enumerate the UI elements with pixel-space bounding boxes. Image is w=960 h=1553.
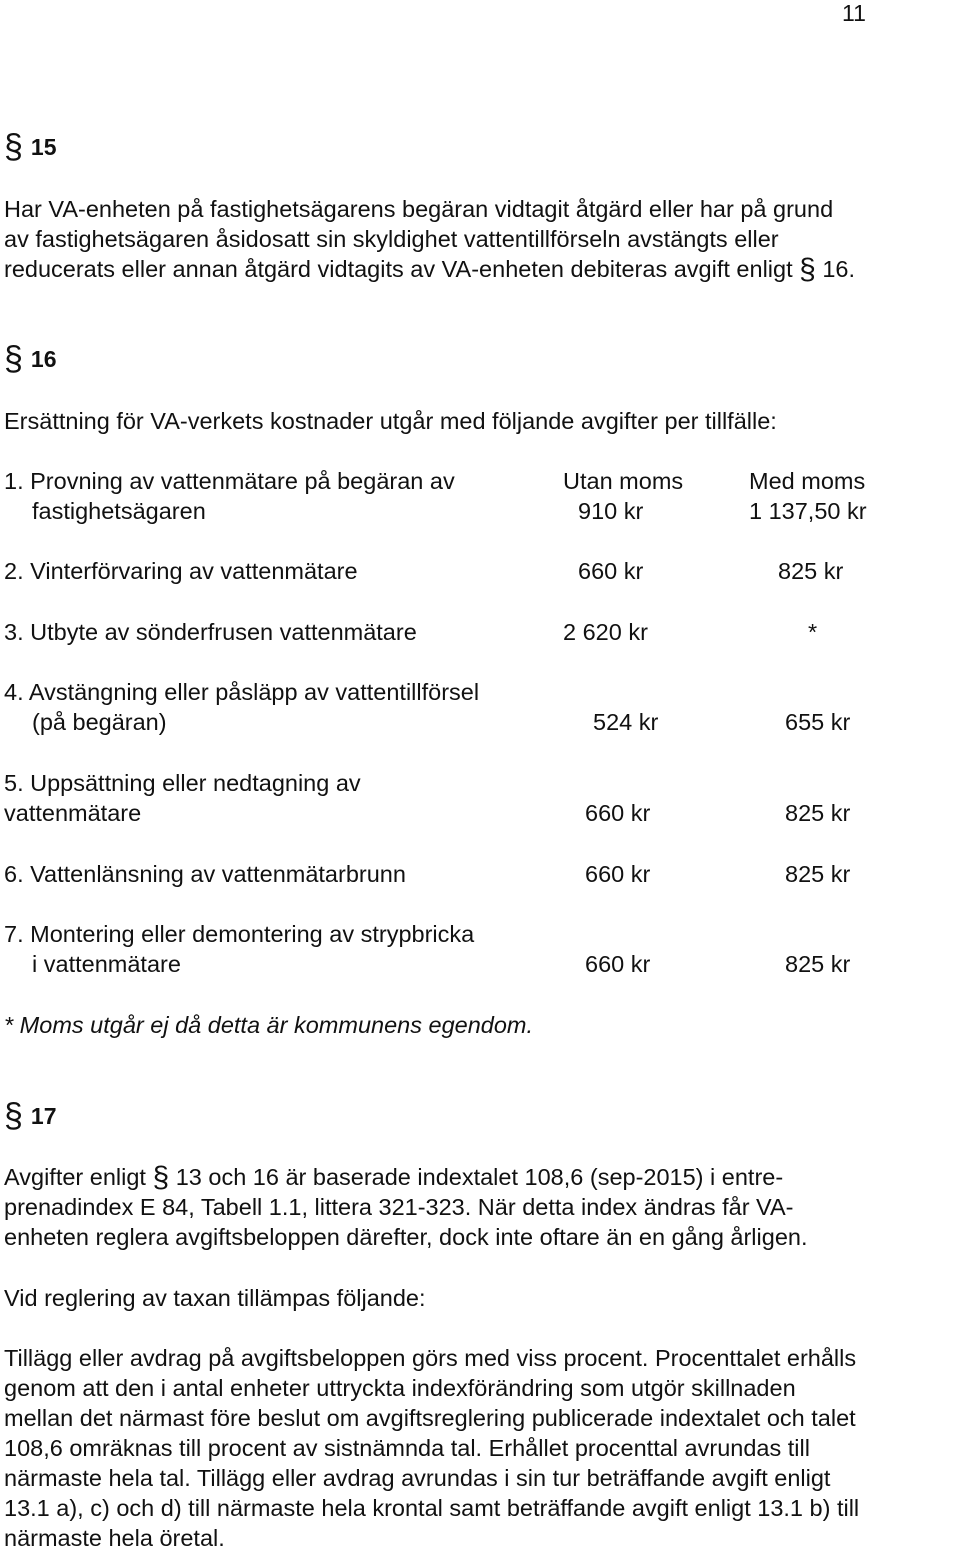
s17-p3-line-1: Tillägg eller avdrag på avgiftsbeloppen görs med viss procent. Procenttalet erhålls — [4, 1345, 857, 1371]
fee-item-5-incl: 825 kr — [785, 800, 851, 826]
fee-item-3-excl: 2 620 kr — [563, 619, 648, 645]
s15-ref-symbol: § — [799, 253, 816, 286]
fee-item-4-line-2: (på begäran) — [32, 709, 167, 735]
section-number: 16 — [30, 346, 57, 372]
section-15-heading — [4, 128, 57, 166]
s17-ref-symbol: § — [152, 1161, 170, 1194]
section-symbol: § — [4, 1097, 23, 1135]
fee-item-7-line-1: 7. Montering eller demontering av strypbricka — [4, 921, 475, 947]
fee-item-5-line-2: vattenmätare — [4, 800, 142, 826]
fee-item-1-excl: 910 kr — [578, 498, 644, 524]
fee-item-4-excl: 524 kr — [593, 709, 659, 735]
s15-line-1: Har VA-enheten på fastighetsägarens begäran vidtagit åtgärd eller har på grund — [4, 196, 834, 222]
s15-ref-tail: 16. — [822, 256, 856, 282]
s17-p1-line-2: prenadindex E 84, Tabell 1.1, littera 321-323. När detta index ändras får VA- — [4, 1194, 794, 1220]
fee-item-4-line-1: 4. Avstängning eller påsläpp av vattentillförsel — [4, 679, 480, 705]
s17-p3-line-4: 108,6 omräknas till procent av sistnämnda tal. Erhållet procenttal avrundas till — [4, 1435, 810, 1461]
fee-item-2-incl: 825 kr — [778, 558, 844, 584]
section-number: 15 — [30, 134, 57, 160]
vat-footnote: * Moms utgår ej då detta är kommunens egendom. — [4, 1012, 534, 1038]
s15-line-2: av fastighetsägaren åsidosatt sin skyldighet vattentillförseln avstängts eller — [4, 226, 779, 252]
fee-item-6-incl: 825 kr — [785, 861, 851, 887]
s17-p3-line-6: 13.1 a), c) och d) till närmaste hela krontal samt beträffande avgift enligt 13.1 b) till — [4, 1495, 860, 1521]
section-symbol: § — [4, 128, 23, 166]
s16-intro: Ersättning för VA-verkets kostnader utgår med följande avgifter per tillfälle: — [4, 408, 777, 434]
page-number: 11 — [842, 0, 866, 26]
fee-item-7-excl: 660 kr — [585, 951, 651, 977]
s17-p1-line-1-post: 13 och 16 är baserade indextalet 108,6 (sep-2015) i entre- — [175, 1164, 784, 1190]
section-symbol: § — [4, 340, 23, 378]
fee-item-6-line-1: 6. Vattenlänsning av vattenmätarbrunn — [4, 861, 406, 887]
fee-item-5-excl: 660 kr — [585, 800, 651, 826]
header-excl-vat: Utan moms — [563, 468, 684, 494]
s17-p3-line-2: genom att den i antal enheter uttryckta indexförändring som utgör skillnaden — [4, 1375, 796, 1401]
fee-item-1-line-2: fastighetsägaren — [32, 498, 206, 524]
fee-item-5-line-1: 5. Uppsättning eller nedtagning av — [4, 770, 361, 796]
header-incl-vat: Med moms — [749, 468, 866, 494]
section-17-heading — [4, 1097, 57, 1135]
s17-p3-line-3: mellan det närmast före beslut om avgiftsreglering publicerade indextalet och talet — [4, 1405, 856, 1431]
fee-item-3-incl: * — [808, 619, 818, 645]
fee-item-6-excl: 660 kr — [585, 861, 651, 887]
fee-item-4-incl: 655 kr — [785, 709, 851, 735]
s17-p3-line-7: närmaste hela öretal. — [4, 1525, 225, 1551]
s17-p3-line-5: närmaste hela tal. Tillägg eller avdrag avrundas i sin tur beträffande avgift enligt — [4, 1465, 831, 1491]
s15-line-3-text: reducerats eller annan åtgärd vidtagits av VA-enheten debiteras avgift enligt — [4, 256, 793, 282]
fee-item-3-line-1: 3. Utbyte av sönderfrusen vattenmätare — [4, 619, 417, 645]
fee-item-7-line-2: i vattenmätare — [32, 951, 181, 977]
s17-p1-line-1 — [4, 1162, 783, 1193]
s15-line-3 — [4, 254, 855, 285]
section-16-heading — [4, 340, 57, 378]
fee-item-2-line-1: 2. Vinterförvaring av vattenmätare — [4, 558, 358, 584]
s17-p1-line-3: enheten reglera avgiftsbeloppen därefter, dock inte oftare än en gång årligen. — [4, 1224, 808, 1250]
fee-item-2-excl: 660 kr — [578, 558, 644, 584]
section-number: 17 — [30, 1103, 57, 1129]
fee-item-7-incl: 825 kr — [785, 951, 851, 977]
s17-p2: Vid reglering av taxan tillämpas följande: — [4, 1285, 426, 1311]
fee-item-1-incl: 1 137,50 kr — [749, 498, 867, 524]
fee-item-1-line-1: 1. Provning av vattenmätare på begäran av — [4, 468, 455, 494]
s17-p1-line-1-pre: Avgifter enligt — [4, 1164, 146, 1190]
